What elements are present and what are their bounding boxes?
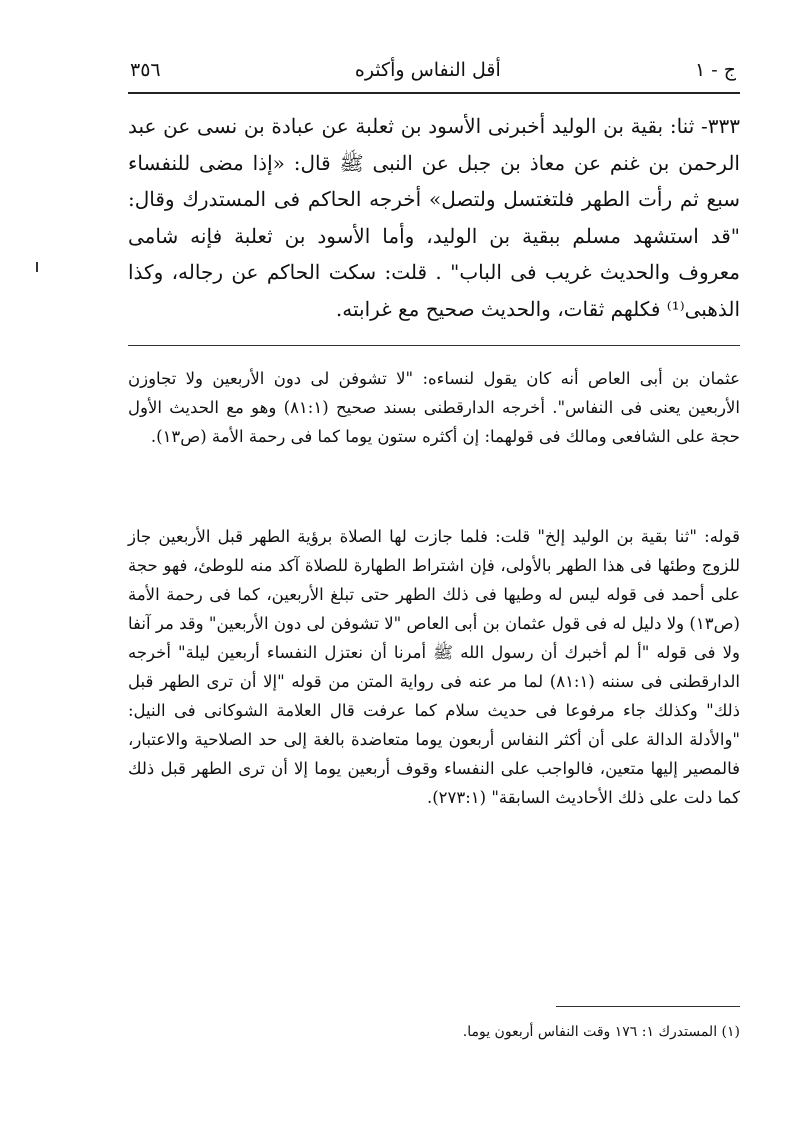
footnote: (١) المستدرك ١: ١٧٦ وقت النفاس أربعون يوما. bbox=[462, 1024, 740, 1040]
margin-mark bbox=[36, 262, 38, 272]
footnote-rule bbox=[556, 1006, 740, 1007]
page-number: ٣٥٦ bbox=[130, 59, 161, 81]
commentary-paragraph-1: عثمان بن أبى العاص أنه كان يقول لنساءه: "لا تشوفن لى دون الأربعين ولا تجاوزن الأربعين يعنى فى النفاس". أخرجه الدارقطنى بسند صحيح (٨١:١) وهو مع الحديث الأول حجة على الشافعى ومالك فى قولهما: إن أكثره ستون يوما كما فى رحمة الأمة (ص١٣). bbox=[128, 369, 740, 446]
page-header bbox=[130, 52, 736, 88]
commentary-paragraph-2: قوله: "ثنا بقية بن الوليد إلخ" قلت: فلما جازت لها الصلاة برؤية الطهر قبل الأربعين جاز للزوج وطئها فى هذا الطهر بالأولى، فإن اشتراط الطهارة للصلاة آكد منه للوطئ، فهو حجة على أحمد فى قوله ليس له وطيها فى ذلك الطهر حتى تبلغ الأربعين، كما فى رحمة الأمة (ص١٣) ولا دليل له فى قول عثمان بن أبى العاص "لا تشوفن لى دون الأربعين" وقد مر آنفا ولا فى قوله "أ لم أخبرك أن رسول الله ﷺ أمرنا أن نعتزل النفساء أربعين ليلة" أخرجه الدارقطنى فى سننه (٨١:١) لما مر عنه فى رواية المتن من قوله "إلا أن ترى الطهر قبل ذلك" وكذلك جاء مرفوعا فى حديث سلام كما عرفت قال العلامة الشوكانى فى النيل: "والأدلة الدالة على أن أكثر النفاس أربعون يوما متعاضدة بالغة إلى حد الصلاحية والاعتبار، فالمصير إليها متعين، فالواجب على النفساء وقوف أربعين يوما إلا أن ترى الطهر قبل ذلك كما دلت على ذلك الأحاديث السابقة" (٢٧٣:١). bbox=[128, 527, 740, 807]
volume-label: ج - ١ bbox=[695, 59, 736, 81]
hadith-text: ٣٣٣- ثنا: بقية بن الوليد أخبرنى الأسود بن ثعلبة عن عبادة بن نسى عن عبد الرحمن بن غنم عن معاذ بن جبل عن النبى ﷺ قال: «إذا مضى للنفساء سبع ثم رأت الطهر فلتغتسل ولتصل» أخرجه الحاكم فى المستدرك وقال: "قد استشهد مسلم ببقية بن الوليد، وأما الأسود بن ثعلبة فإنه شامى معروف والحديث غريب فى الباب" . قلت: سكت الحاكم عن رجاله، وكذا الذهبى⁽¹⁾ فكلهم ثقات، والحديث صحيح مع غرابته. bbox=[128, 114, 740, 321]
section-divider bbox=[128, 345, 740, 346]
running-title: أقل النفاس وأكثره bbox=[354, 59, 501, 81]
header-rule bbox=[128, 92, 740, 94]
